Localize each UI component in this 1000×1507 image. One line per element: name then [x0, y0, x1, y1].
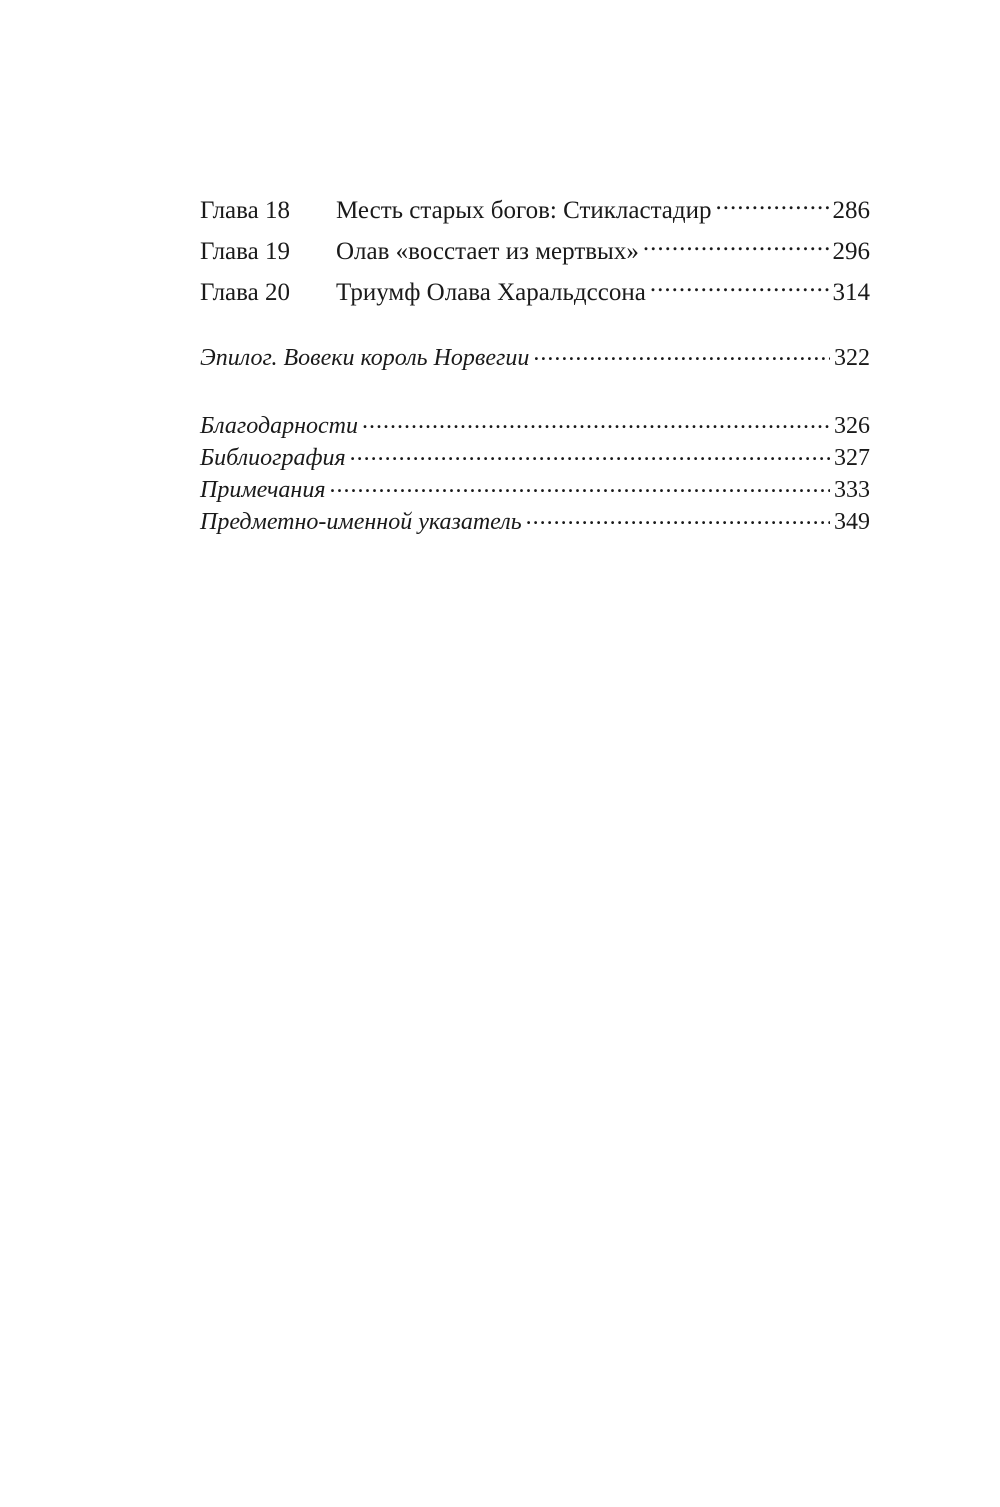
spacer — [200, 313, 870, 341]
page-number: 322 — [834, 345, 870, 371]
toc-entry-chapter-19[interactable] — [200, 231, 870, 272]
page-number: 327 — [834, 445, 870, 471]
page-number: 286 — [832, 197, 870, 224]
section-title: Предметно-именной указатель — [200, 509, 522, 535]
chapter-number: Глава 18 — [200, 197, 290, 224]
toc-entry-epilogue[interactable] — [200, 341, 870, 373]
toc-entry-bibliography[interactable] — [200, 441, 870, 473]
dot-leader — [643, 234, 829, 259]
dot-leader — [330, 473, 831, 497]
toc-entry-chapter-20[interactable] — [200, 272, 870, 313]
dot-leader — [533, 341, 830, 365]
toc-entry-acknowledgements[interactable] — [200, 409, 870, 441]
dot-leader — [362, 409, 830, 433]
section-title: Примечания — [200, 477, 326, 503]
toc-entry-notes[interactable] — [200, 473, 870, 505]
toc-entry-index[interactable] — [200, 505, 870, 537]
section-title: Благодарности — [200, 413, 358, 439]
page-number: 349 — [834, 509, 870, 535]
epilogue-title: Эпилог. Вовеки король Норвегии — [200, 345, 530, 371]
page-number: 314 — [832, 279, 870, 306]
section-title: Библиография — [200, 445, 346, 471]
table-of-contents — [200, 190, 870, 537]
chapter-number: Глава 19 — [200, 238, 290, 265]
chapter-title: Олав «восстает из мертвых» — [336, 238, 639, 265]
spacer — [200, 373, 870, 409]
dot-leader — [650, 275, 829, 300]
dot-leader — [716, 193, 829, 218]
chapter-number: Глава 20 — [200, 279, 290, 306]
page-number: 296 — [832, 238, 870, 265]
page-number: 326 — [834, 413, 870, 439]
dot-leader — [526, 505, 830, 529]
chapter-title: Триумф Олава Харальдссона — [336, 279, 646, 306]
page-number: 333 — [834, 477, 870, 503]
dot-leader — [350, 441, 830, 465]
chapter-title: Месть старых богов: Стикластадир — [336, 197, 712, 224]
toc-entry-chapter-18[interactable] — [200, 190, 870, 231]
